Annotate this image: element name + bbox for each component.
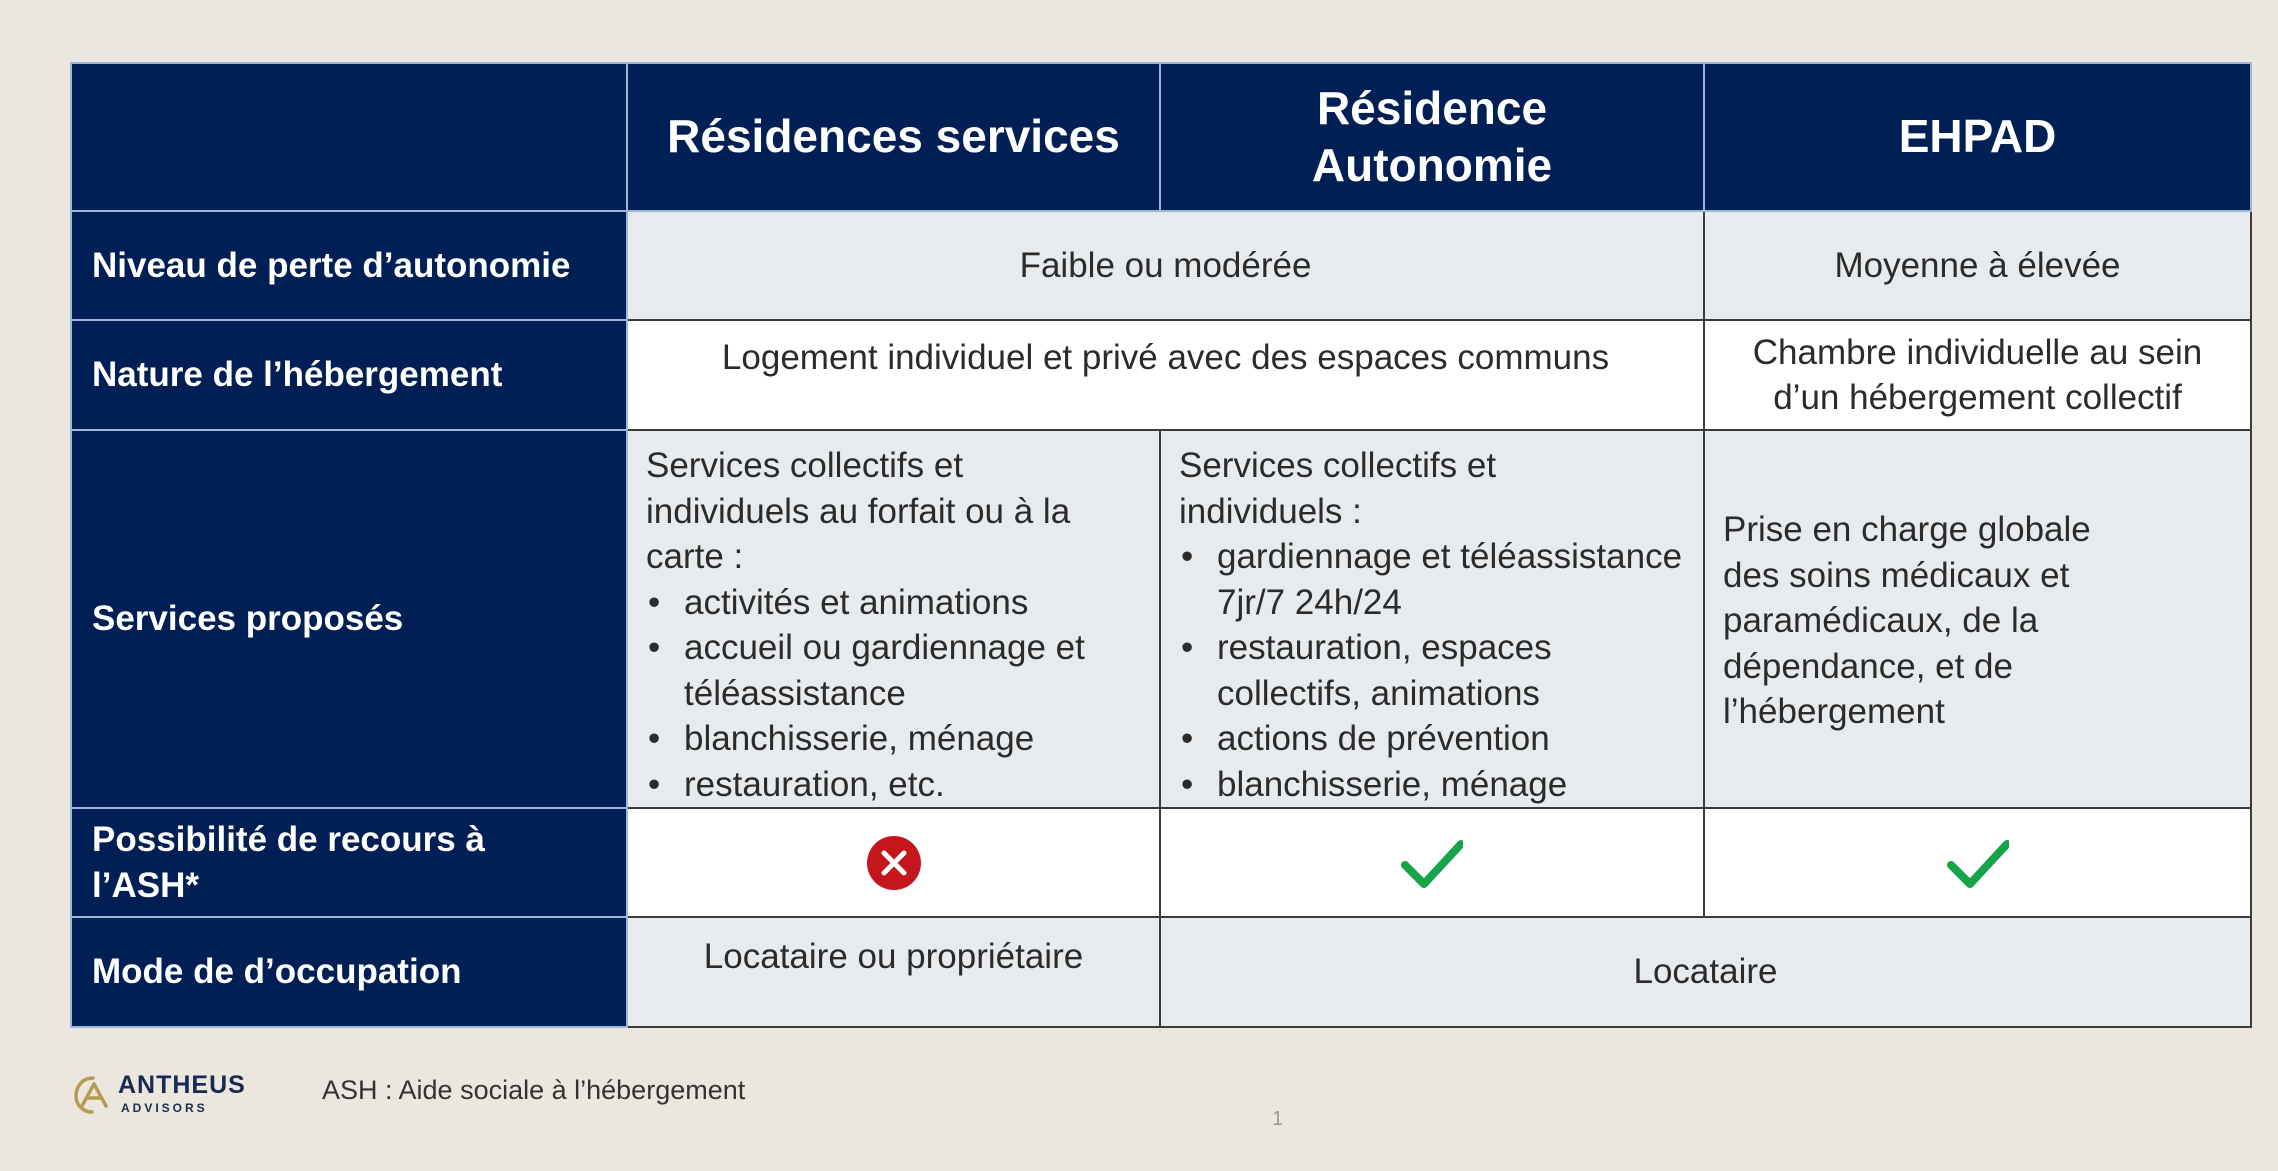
header-residences-services: Résidences services <box>627 63 1160 211</box>
services-ra-intro-line2: individuels : <box>1179 491 1362 531</box>
services-ehpad-line4: dépendance, et de <box>1723 646 2013 686</box>
cell-hebergement-ehpad <box>1704 320 2251 430</box>
cell-services-rs <box>627 430 1160 808</box>
row-label-occupation: Mode de d’occupation <box>71 917 627 1027</box>
services-rs-intro-line3: carte : <box>646 537 744 576</box>
services-rs-intro-line2: individuels au forfait ou à la <box>646 491 1071 531</box>
logo-sub-text: ADVISORS <box>121 1101 208 1115</box>
comparison-table <box>70 62 2252 1028</box>
row-label-autonomie: Niveau de perte d’autonomie <box>71 211 627 320</box>
cell-occupation-rs: Locataire ou propriétaire <box>627 917 1160 1027</box>
page-number: 1 <box>1272 1108 1284 1130</box>
row-hebergement <box>71 320 2251 430</box>
ash-label-line1: Possibilité de recours à <box>92 820 485 859</box>
list-item: • gardiennage et téléassistance 7jr/7 24h/24 <box>1179 534 1685 625</box>
row-label-services: Services proposés <box>71 430 627 808</box>
cell-ash-ehpad <box>1704 808 2251 917</box>
services-ra-list <box>1179 534 1685 807</box>
header-residence-autonomie <box>1160 63 1704 211</box>
services-ehpad-line5: l’hébergement <box>1723 692 1945 731</box>
services-ehpad-line3: paramédicaux, de la <box>1723 601 2039 640</box>
header-row <box>71 63 2251 211</box>
row-services <box>71 430 2251 808</box>
services-rs-list <box>646 580 1141 808</box>
footnote: ASH : Aide sociale à l’hébergement <box>322 1075 746 1105</box>
cell-ash-ra <box>1160 808 1704 917</box>
cell-services-ra <box>1160 430 1704 808</box>
list-item: • restauration, etc. <box>646 762 1141 808</box>
row-autonomie <box>71 211 2251 320</box>
cell-ash-rs <box>627 808 1160 917</box>
cell-autonomie-shared: Faible ou modérée <box>627 211 1704 320</box>
services-rs-intro-line1: Services collectifs et <box>646 446 964 485</box>
cell-occupation-shared: Locataire <box>1160 917 2251 1027</box>
cell-autonomie-ehpad: Moyenne à élevée <box>1704 211 2251 320</box>
header-ehpad: EHPAD <box>1704 63 2251 211</box>
check-icon <box>1401 832 1463 894</box>
cell-services-ehpad <box>1704 430 2251 808</box>
list-item: • restauration, espaces collectifs, animations <box>1179 625 1685 716</box>
cross-circle-icon <box>863 832 925 894</box>
cell-hebergement-shared: Logement individuel et privé avec des espaces communs <box>627 320 1704 430</box>
list-item: • accueil ou gardiennage et téléassistance <box>646 625 1141 716</box>
header-residence-autonomie-text: Résidence Autonomie <box>1311 81 1553 191</box>
check-icon <box>1947 832 2009 894</box>
list-item: • activités et animations <box>646 580 1141 626</box>
ash-label-line2: l’ASH* <box>92 865 199 905</box>
logo-mark-icon <box>72 1072 114 1116</box>
row-label-hebergement: Nature de l’hébergement <box>71 320 627 430</box>
logo-brand-text: ANTHEUS <box>118 1071 246 1099</box>
services-ehpad-line2: des soins médicaux et <box>1723 555 2070 595</box>
list-item: • blanchisserie, ménage <box>646 716 1141 762</box>
services-ra-intro-line1: Services collectifs et <box>1179 446 1497 485</box>
list-item: • actions de prévention <box>1179 716 1685 762</box>
list-item: • blanchisserie, ménage <box>1179 762 1685 808</box>
row-occupation <box>71 917 2251 1027</box>
header-empty-cell <box>71 63 627 211</box>
hebergement-ehpad-line1: Chambre individuelle au sein <box>1752 332 2203 372</box>
row-label-ash <box>71 808 627 917</box>
row-ash <box>71 808 2251 917</box>
services-ehpad-line1: Prise en charge globale <box>1723 510 2091 549</box>
hebergement-ehpad-line2: d’un hébergement collectif <box>1773 378 2182 417</box>
antheus-logo <box>72 1072 246 1116</box>
